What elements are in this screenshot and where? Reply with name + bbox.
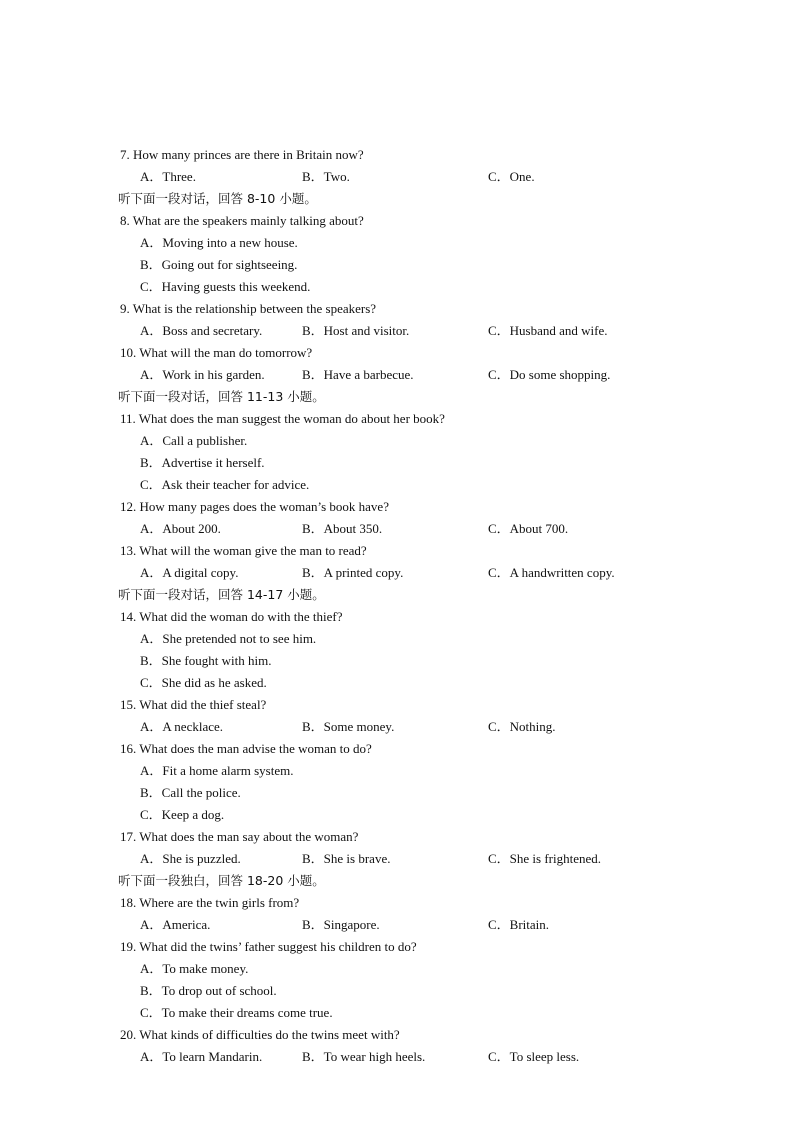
option-a: A．A necklace. <box>140 719 224 734</box>
question-line <box>0 408 794 430</box>
question-text: 14. What did the woman do with the thief? <box>120 609 343 624</box>
option-text: A．Call a publisher. <box>140 433 248 448</box>
section-line <box>0 188 794 210</box>
option-b: B．Singapore. <box>302 917 380 932</box>
option-b: B．To wear high heels. <box>302 1049 426 1064</box>
option-b: B．Have a barbecue. <box>302 367 414 382</box>
option-line <box>0 650 794 672</box>
question-line <box>0 826 794 848</box>
option-line <box>0 804 794 826</box>
option-text: C．Keep a dog. <box>140 807 225 822</box>
option-text: B．To drop out of school. <box>140 983 277 998</box>
option-a: A．Work in his garden. <box>140 367 265 382</box>
option-c: C．Nothing. <box>488 719 556 734</box>
option-line <box>0 760 794 782</box>
option-line <box>0 474 794 496</box>
option-b: B．She is brave. <box>302 851 391 866</box>
option-b: B．Some money. <box>302 719 395 734</box>
option-text: B．She fought with him. <box>140 653 272 668</box>
option-line <box>0 232 794 254</box>
option-text: A．Moving into a new house. <box>140 235 298 250</box>
question-text: 15. What did the thief steal? <box>120 697 267 712</box>
question-line <box>0 496 794 518</box>
option-row <box>0 320 794 342</box>
option-text: B．Call the police. <box>140 785 241 800</box>
option-a: A．Three. <box>140 169 196 184</box>
question-line <box>0 738 794 760</box>
question-line <box>0 342 794 364</box>
option-c: C．About 700. <box>488 521 569 536</box>
option-line <box>0 672 794 694</box>
option-text: C．To make their dreams come true. <box>140 1005 333 1020</box>
option-c: C．One. <box>488 169 535 184</box>
option-b: B．Two. <box>302 169 350 184</box>
section-line <box>0 386 794 408</box>
option-c: C．Britain. <box>488 917 550 932</box>
question-text: 10. What will the man do tomorrow? <box>120 345 313 360</box>
option-text: A．Fit a home alarm system. <box>140 763 294 778</box>
option-a: A．To learn Mandarin. <box>140 1049 263 1064</box>
option-text: B．Advertise it herself. <box>140 455 265 470</box>
option-row <box>0 716 794 738</box>
question-text: 12. How many pages does the woman’s book have? <box>120 499 389 514</box>
option-row <box>0 562 794 584</box>
option-a: A．Boss and secretary. <box>140 323 263 338</box>
question-line <box>0 936 794 958</box>
option-c: C．Husband and wife. <box>488 323 608 338</box>
option-line <box>0 628 794 650</box>
option-text: C．She did as he asked. <box>140 675 267 690</box>
option-line <box>0 254 794 276</box>
option-a: A．America. <box>140 917 211 932</box>
question-text: 18. Where are the twin girls from? <box>120 895 300 910</box>
section-line <box>0 584 794 606</box>
question-text: 17. What does the man say about the woman? <box>120 829 359 844</box>
question-text: 11. What does the man suggest the woman do about her book? <box>120 411 445 426</box>
option-a: A．About 200. <box>140 521 221 536</box>
option-line <box>0 430 794 452</box>
question-text: 20. What kinds of difficulties do the twins meet with? <box>120 1027 400 1042</box>
option-line <box>0 980 794 1002</box>
option-line <box>0 1002 794 1024</box>
question-text: 9. What is the relationship between the speakers? <box>120 301 377 316</box>
option-row <box>0 848 794 870</box>
option-line <box>0 276 794 298</box>
question-text: 7. How many princes are there in Britain now? <box>120 147 364 162</box>
option-text: C．Having guests this weekend. <box>140 279 311 294</box>
option-c: C．To sleep less. <box>488 1049 580 1064</box>
option-a: A．A digital copy. <box>140 565 239 580</box>
question-line <box>0 144 794 166</box>
option-row <box>0 166 794 188</box>
option-row <box>0 518 794 540</box>
section-instruction: 听下面一段对话，回答 8-10 小题。 <box>118 191 317 206</box>
option-b: B．A printed copy. <box>302 565 404 580</box>
question-text: 19. What did the twins’ father suggest his children to do? <box>120 939 417 954</box>
option-b: B．Host and visitor. <box>302 323 410 338</box>
option-line <box>0 782 794 804</box>
question-text: 13. What will the woman give the man to read? <box>120 543 367 558</box>
option-c: C．She is frightened. <box>488 851 602 866</box>
option-b: B．About 350. <box>302 521 383 536</box>
question-line <box>0 210 794 232</box>
question-line <box>0 298 794 320</box>
option-text: B．Going out for sightseeing. <box>140 257 298 272</box>
option-c: C．A handwritten copy. <box>488 565 615 580</box>
section-instruction: 听下面一段对话，回答 14-17 小题。 <box>118 587 325 602</box>
option-line <box>0 452 794 474</box>
section-instruction: 听下面一段对话，回答 11-13 小题。 <box>118 389 325 404</box>
question-text: 16. What does the man advise the woman to do? <box>120 741 372 756</box>
option-row <box>0 914 794 936</box>
section-instruction: 听下面一段独白，回答 18-20 小题。 <box>118 873 325 888</box>
option-text: A．She pretended not to see him. <box>140 631 317 646</box>
option-row <box>0 1046 794 1068</box>
option-text: A．To make money. <box>140 961 249 976</box>
question-line <box>0 1024 794 1046</box>
option-row <box>0 364 794 386</box>
question-text: 8. What are the speakers mainly talking about? <box>120 213 364 228</box>
question-line <box>0 606 794 628</box>
question-line <box>0 540 794 562</box>
option-text: C．Ask their teacher for advice. <box>140 477 310 492</box>
section-line <box>0 870 794 892</box>
question-line <box>0 694 794 716</box>
option-a: A．She is puzzled. <box>140 851 241 866</box>
option-line <box>0 958 794 980</box>
option-c: C．Do some shopping. <box>488 367 611 382</box>
question-line <box>0 892 794 914</box>
